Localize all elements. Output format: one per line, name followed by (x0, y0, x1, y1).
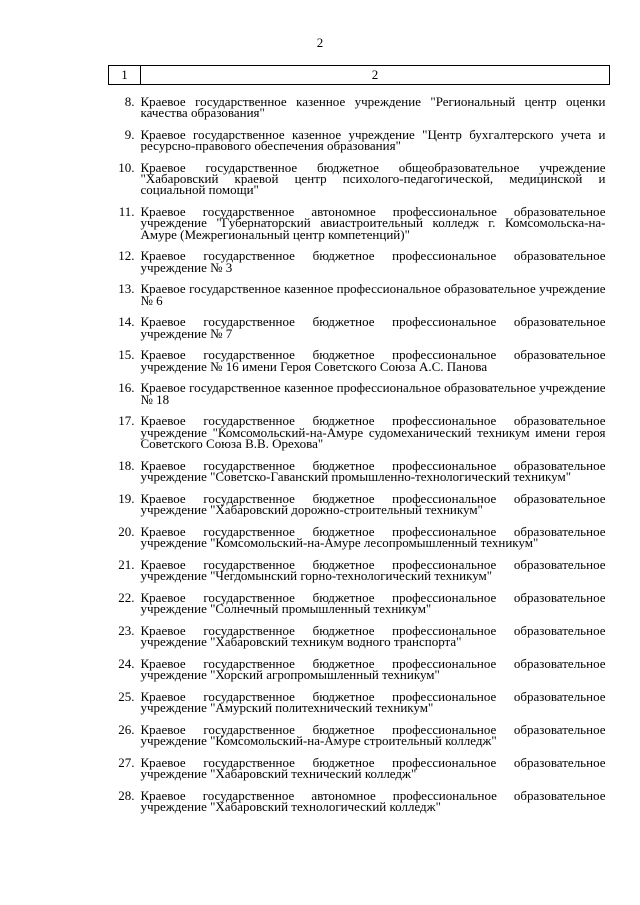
institution-name: Краевое государственное казенное учреждение "Региональный центр оценки качества образования" (140, 94, 606, 121)
table-body (109, 85, 610, 823)
table-row (109, 316, 610, 349)
institution-name: Краевое государственное бюджетное профессиональное образовательное учреждение "Амурский политехнический техникум" (140, 688, 606, 715)
institution-name: Краевое государственное бюджетное профессиональное образовательное учреждение "Комсомольский-на-Амуре строительный колледж" (140, 721, 606, 748)
table-row (109, 526, 610, 559)
institution-name: Краевое государственное автономное профессиональное образовательное учреждение "Хабаровский технологический колледж" (140, 787, 606, 814)
institution-name: Краевое государственное бюджетное профессиональное образовательное учреждение "Хабаровский техникум водного транспорта" (140, 622, 606, 649)
row-number: 11. (118, 204, 135, 220)
institution-name: Краевое государственное автономное профессиональное образовательное учреждение "Губернаторский авиастроительный колледж г. Комсомольска-на-Амуре (Межрегиональный центр компетенций)" (140, 204, 606, 242)
table-row (109, 283, 610, 316)
table-row (109, 790, 610, 823)
table-row (109, 691, 610, 724)
table-row (109, 625, 610, 658)
row-number: 15. (118, 347, 135, 363)
row-number: 26. (118, 721, 135, 737)
row-number: 22. (118, 589, 135, 605)
institution-name: Краевое государственное бюджетное профессиональное образовательное учреждение "Хорский агропромышленный техникум" (140, 655, 606, 682)
institution-name: Краевое государственное казенное профессиональное образовательное учреждение № 18 (140, 380, 606, 407)
institution-name: Краевое государственное бюджетное профессиональное образовательное учреждение "Комсомольский-на-Амуре лесопромышленный техникум" (140, 523, 606, 550)
institution-name: Краевое государственное бюджетное профессиональное образовательное учреждение "Хабаровский дорожно-строительный техникум" (140, 490, 606, 517)
row-number: 13. (118, 281, 135, 297)
row-number: 16. (118, 380, 135, 396)
row-number: 9. (124, 127, 135, 142)
institution-name: Краевое государственное бюджетное профессиональное образовательное учреждение "Хабаровский технический колледж" (140, 754, 606, 781)
row-number: 20. (118, 523, 135, 539)
institution-name: Краевое государственное казенное профессиональное образовательное учреждение № 6 (140, 281, 606, 308)
row-number: 8. (124, 94, 135, 109)
row-number: 24. (118, 655, 135, 671)
table-row (109, 559, 610, 592)
institutions-table (108, 65, 610, 823)
table-row (109, 382, 610, 415)
row-number: 17. (118, 413, 135, 429)
institution-name: Краевое государственное бюджетное профессиональное образовательное учреждение "Комсомольский-на-Амуре судомеханический техникум имени героя Советского Союза В.В. Орехова" (140, 413, 606, 451)
institution-name: Краевое государственное бюджетное профессиональное образовательное учреждение № 7 (140, 314, 606, 341)
row-number: 25. (118, 688, 135, 704)
table-row (109, 85, 610, 130)
table-row (109, 724, 610, 757)
row-number: 10. (118, 160, 135, 175)
row-number: 18. (118, 457, 135, 473)
column-header-number: 1 (109, 66, 141, 85)
row-number: 27. (118, 754, 135, 770)
page-number: 2 (316, 35, 324, 50)
row-number: 28. (118, 787, 135, 803)
row-number: 21. (118, 556, 135, 572)
table-row (109, 129, 610, 162)
institution-name: Краевое государственное бюджетное общеобразовательное учреждение "Хабаровский краевой центр психолого-педагогической, медицинской и социальной помощи" (140, 160, 606, 198)
table-row (109, 206, 610, 250)
row-number: 12. (118, 248, 135, 264)
institution-name: Краевое государственное казенное учреждение "Центр бухгалтерского учета и ресурсно-правового обеспечения образования" (140, 127, 606, 154)
table-row (109, 415, 610, 459)
institution-name: Краевое государственное бюджетное профессиональное образовательное учреждение "Чегдомынский горно-технологический техникум" (140, 556, 606, 583)
table-row (109, 493, 610, 526)
institution-name: Краевое государственное бюджетное профессиональное образовательное учреждение "Советско-Гаванский промышленно-технологический техникум" (140, 457, 606, 484)
institution-name: Краевое государственное бюджетное профессиональное образовательное учреждение № 3 (140, 248, 606, 275)
row-number: 14. (118, 314, 135, 330)
institution-name: Краевое государственное бюджетное профессиональное образовательное учреждение "Солнечный промышленный техникум" (140, 589, 606, 616)
table-row (109, 460, 610, 493)
row-number: 19. (118, 490, 135, 506)
table-row (109, 349, 610, 382)
table-row (109, 757, 610, 790)
institution-name: Краевое государственное бюджетное профессиональное образовательное учреждение № 16 имени Героя Советского Союза А.С. Панова (140, 347, 606, 374)
table-row (109, 592, 610, 625)
column-header-name: 2 (141, 66, 610, 85)
table-row (109, 658, 610, 691)
table-row (109, 162, 610, 206)
table-row (109, 250, 610, 283)
table-header-row (109, 66, 610, 85)
row-number: 23. (118, 622, 135, 638)
